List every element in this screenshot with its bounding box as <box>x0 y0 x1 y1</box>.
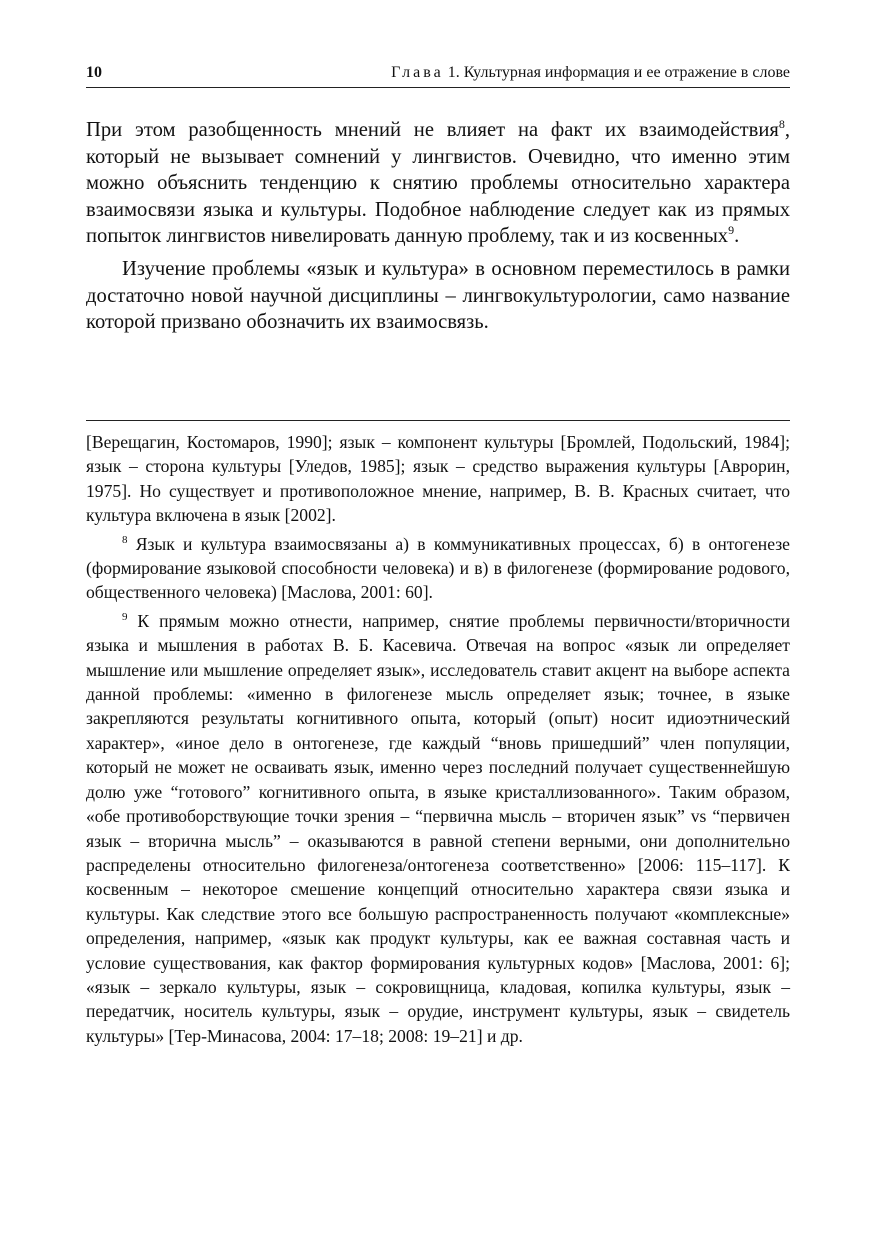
footnote-ref-8: 8 <box>778 117 785 132</box>
header-rule <box>86 87 790 88</box>
footnote-9-number: 9 <box>122 610 128 623</box>
footnote-9-text: К прямым можно отнести, например, снятие проблемы первичности/вторичности языка и мышления в работах В. Б. Касевича. Отвечая на вопрос «язык ли определяет мышление или мышление определяет язык», исследователь ставит акцент на выборе аспекта данной проблемы: «именно в филогенезе мысль определяет язык; точнее, в языке закрепляются результаты когнитивного опыта, который (опыт) носит идиоэтнический характер», «иное дело в онтогенезе, где каждый “вновь пришедший” член популяции, который не может не осваивать язык, именно через последний получает существеннейшую долю уже “готового” когнитивного опыта, в языке кристаллизованного». Таким образом, «обе противоборствующие точки зрения – “первична мысль – вторичен язык” vs “первичен язык – вторична мысль” – оказываются в равной степени верными, они дополнительно распределены относительно филогенеза/онтогенеза соответственно» [2006: 115–117]. К косвенным – некоторое смешение концепций относительно характера связи языка и культуры. Как следствие этого все большую распространенность получают «комплексные» определения, например, «язык как продукт культуры, как ее важная составная часть и условие существования, как фактор формирования культурных кодов» [Маслова, 2001: 6]; «язык – зеркало культуры, язык – сокровищница, кладовая, копилка культуры, язык – передатчик, носитель культуры, язык – орудие, инструмент культуры, язык – свидетель культуры» [Тер-Минасова, 2004: 17–18; 2008: 19–21] и др. <box>86 610 790 1046</box>
paragraph-2: Изучение проблемы «язык и культура» в основном переместилось в рамки достаточно новой научной дисциплины – лингвокультурологии, само название которой призвано обозначить их взаимосвязь. <box>86 257 790 334</box>
chapter-word: Глава <box>391 64 444 81</box>
footnote-ref-9: 9 <box>728 223 735 238</box>
footnote-8-text: Язык и культура взаимосвязаны а) в коммуникативных процессах, б) в онтогенезе (формирование языковой способности человека) и в) в филогенезе (формирование родового, общественного человека) [Маслова, 2001: 60]. <box>86 533 790 603</box>
footnote-9 <box>86 609 790 1048</box>
running-header <box>86 62 790 84</box>
main-text <box>86 117 790 336</box>
paragraph-1-part-b: , который не вызывает сомнений у лингвистов. Очевидно, что именно этим можно объяснить тенденцию к снятию проблемы относительно характера взаимосвязи языка и культуры. Подобное наблюдение следует как из прямых попыток лингвистов нивелировать данную проблему, так и из косвенных <box>86 119 790 248</box>
footnote-8-number: 8 <box>122 533 128 546</box>
chapter-title: 1. Культурная информация и ее отражение в слове <box>447 64 790 81</box>
footnote-continuation: [Верещагин, Костомаров, 1990]; язык – компонент культуры [Бромлей, Подольский, 1984]; язык – сторона культуры [Уледов, 1985]; язык – средство выражения культуры [Аврорин, 1975]. Но существует и противоположное мнение, например, В. В. Красных считает, что культура включена в язык [2002]. <box>86 432 790 526</box>
paragraph-1 <box>86 117 790 250</box>
footnote-rule <box>86 420 790 421</box>
page-number: 10 <box>86 64 102 81</box>
paragraph-1-part-a: При этом разобщенность мнений не влияет на факт их взаимодействия <box>86 119 779 141</box>
footnote-8 <box>86 532 790 605</box>
footnotes <box>86 430 790 1048</box>
paragraph-1-part-c: . <box>734 225 740 248</box>
chapter-heading <box>391 62 790 84</box>
